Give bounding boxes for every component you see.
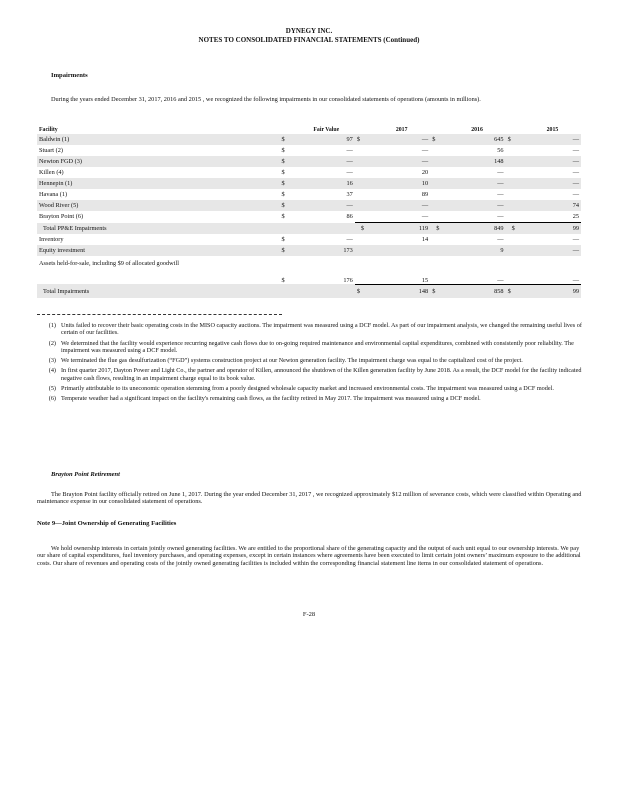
value-2016: — bbox=[497, 276, 504, 284]
fv-currency: $ bbox=[279, 200, 297, 211]
footnote-label: (1) bbox=[48, 322, 56, 329]
fv-currency: $ bbox=[279, 178, 297, 189]
row-facility: Wood River (5) bbox=[37, 200, 279, 211]
value-2015: 99 bbox=[524, 223, 581, 235]
value-2015: — bbox=[572, 147, 579, 154]
assets-hfs-label: Assets held-for-sale, including $9 of allocated goodwill bbox=[39, 260, 179, 267]
footnote-text: Primarily attributable to its uneconomic operation stemming from a poorly designed wholesale capacity market and increased environmental costs. The impairment was measured using a DCF model. bbox=[61, 385, 554, 393]
value-2017: — bbox=[373, 156, 430, 167]
col-2017: 2017 bbox=[395, 127, 408, 133]
value-2015: — bbox=[572, 276, 579, 284]
fair-value-cell: — bbox=[346, 147, 353, 154]
impairments-intro bbox=[37, 96, 583, 103]
brayton-paragraph bbox=[37, 491, 583, 506]
footnotes bbox=[37, 322, 583, 406]
value-2017: 119 bbox=[373, 223, 430, 235]
fv-currency: $ bbox=[281, 213, 285, 221]
footnote-label: (4) bbox=[48, 367, 56, 375]
impairments-table bbox=[37, 124, 581, 298]
footnote-text: We determined that the facility would experience recurring negative cash flows due to on-going required maintenance and environmental capital expenditures, combined with consistently poor reliability. The impairment was measured using a DCF model. bbox=[61, 339, 574, 354]
row-facility: Baldwin (1) bbox=[37, 134, 279, 145]
value-2017: 20 bbox=[421, 169, 429, 176]
row-facility: Hennepin (1) bbox=[37, 178, 279, 189]
note9-paragraph bbox=[37, 545, 583, 567]
fair-value-cell: 86 bbox=[346, 213, 353, 221]
table-row bbox=[37, 189, 581, 200]
equity-label: Equity investment bbox=[37, 245, 279, 256]
fv-currency: $ bbox=[281, 147, 285, 154]
footnote bbox=[37, 340, 583, 355]
row-facility: Havana (1) bbox=[39, 191, 68, 198]
currency-2017: $ bbox=[355, 284, 373, 298]
table-row bbox=[37, 178, 581, 189]
total-row bbox=[37, 284, 581, 298]
currency-2015: $ bbox=[506, 223, 524, 235]
value-2015: — bbox=[572, 169, 579, 176]
value-2016: — bbox=[497, 236, 504, 243]
note9-heading: Note 9—Joint Ownership of Generating Facilities bbox=[37, 520, 177, 527]
value-2016: — bbox=[497, 169, 504, 176]
value-2017: — bbox=[421, 213, 429, 220]
value-2015: — bbox=[572, 236, 579, 243]
col-facility: Facility bbox=[39, 127, 58, 133]
value-2016: — bbox=[449, 178, 506, 189]
page-title: NOTES TO CONSOLIDATED FINANCIAL STATEMENTS (Continued) bbox=[198, 36, 420, 44]
assets-hfs-row bbox=[37, 256, 581, 284]
table-row bbox=[37, 145, 581, 156]
value-2017: — bbox=[421, 147, 429, 154]
table-row bbox=[37, 211, 581, 223]
value-2016: 9 bbox=[449, 245, 506, 256]
value-2015: 99 bbox=[524, 284, 581, 298]
currency-2017: $ bbox=[355, 134, 373, 145]
fv-currency: $ bbox=[279, 134, 297, 145]
fair-value-cell: 37 bbox=[346, 191, 353, 198]
fair-value-cell: 16 bbox=[298, 178, 355, 189]
note9-text: We hold ownership interests in certain jointly owned generating facilities. We are entitled to the proportional share of the generating capacity and the output of each unit equal to our ownership interests. We pay our share of capital expenditures, fuel inventory purchases, and operating expenses, except in certain instances where agreements have been executed to limit certain joint owners’ maximum exposure to the additional costs. Our share of revenues and operating costs of the jointly owned generating facilities is included within the corresponding financial statement line items in our consolidated statement of operations. bbox=[37, 545, 581, 567]
value-2017: 148 bbox=[373, 284, 430, 298]
footnote-text: Units failed to recover their basic operating costs in the MISO capacity auctions. The impairment was measured using a DCF model. As part of our impairment analysis, we changed the remaining useful lives of certain of our facilities. bbox=[61, 322, 582, 337]
fv-currency: $ bbox=[281, 169, 285, 176]
footnote-label: (2) bbox=[48, 339, 56, 347]
page-number: F-28 bbox=[302, 611, 316, 618]
value-2016: — bbox=[449, 200, 506, 211]
equity-row bbox=[37, 245, 581, 256]
value-2016: 56 bbox=[497, 147, 504, 154]
currency-2016: $ bbox=[430, 134, 448, 145]
footnote-label: (6) bbox=[48, 395, 56, 403]
value-2017: — bbox=[373, 200, 430, 211]
brayton-text: The Brayton Point facility officially retired on June 1, 2017. During the year ended December 31, 2017 , we recognized approximately $12 million of severance costs, which were classified within Operating and maintenance expense in our consolidated statement of operations. bbox=[37, 491, 582, 506]
table-row bbox=[37, 167, 581, 178]
value-2015: 74 bbox=[524, 200, 581, 211]
total-ppe-row bbox=[37, 223, 581, 235]
value-2017: 89 bbox=[421, 191, 429, 198]
value-2015: — bbox=[524, 178, 581, 189]
footnote-text: In first quarter 2017, Dayton Power and Light Co., the partner and operator of Killen, announced the shutdown of the Killen generation facility by June 2018. As a result, the DCF model for the facility indicated negative cash flows, resulting in an impairment charge equal to its book value. bbox=[61, 367, 582, 382]
table-header-row bbox=[37, 124, 581, 134]
total-label: Total Impairments bbox=[37, 284, 279, 298]
footnote-label: (3) bbox=[48, 357, 56, 365]
value-2015: — bbox=[524, 156, 581, 167]
value-2015: — bbox=[524, 245, 581, 256]
fair-value-cell: — bbox=[298, 156, 355, 167]
value-2016: — bbox=[497, 213, 504, 220]
fair-value-cell: — bbox=[346, 169, 353, 176]
footnote bbox=[37, 395, 583, 402]
footnote-divider bbox=[37, 314, 282, 315]
fair-value-cell: 173 bbox=[298, 245, 355, 256]
row-facility: Newton FGD (3) bbox=[37, 156, 279, 167]
value-2016: 858 bbox=[449, 284, 506, 298]
table-row bbox=[37, 134, 581, 145]
value-2017: — bbox=[373, 134, 430, 145]
footnote-label: (5) bbox=[48, 385, 56, 393]
currency-2016: $ bbox=[430, 223, 448, 235]
value-2017 bbox=[373, 245, 430, 256]
fair-value-cell: 176 bbox=[343, 277, 353, 284]
footnote-text: We terminated the flue gas desulfurization (“FGD”) systems construction project at our Newton generation facility. The impairment charge was equal to the capitalized cost of the project. bbox=[61, 357, 523, 365]
value-2016: 645 bbox=[449, 134, 506, 145]
currency-2015: $ bbox=[506, 134, 524, 145]
inventory-row bbox=[37, 234, 581, 245]
brayton-heading: Brayton Point Retirement bbox=[51, 471, 120, 478]
fv-currency: $ bbox=[281, 191, 285, 198]
col-fair-value: Fair Value bbox=[313, 127, 340, 133]
fv-currency: $ bbox=[279, 245, 297, 256]
currency-2017: $ bbox=[355, 223, 373, 235]
fv-currency: $ bbox=[279, 156, 297, 167]
footnote bbox=[37, 367, 583, 382]
row-facility: Brayton Point (6) bbox=[39, 213, 84, 221]
footnote bbox=[37, 322, 583, 337]
company-name: DYNEGY INC. bbox=[285, 27, 333, 35]
col-2015: 2015 bbox=[546, 127, 559, 133]
fair-value-cell: — bbox=[346, 236, 353, 243]
impairments-intro-text: During the years ended December 31, 2017, 2016 and 2015 , we recognized the following impairments in our consolidated statements of operations (amounts in millions). bbox=[51, 96, 481, 103]
value-2016: 148 bbox=[449, 156, 506, 167]
footnote-text: Temperate weather had a significant impact on the facility's remaining cash flows, as the facility retired in May 2017. The impairment was measured using a DCF model. bbox=[61, 395, 481, 403]
value-2015: 25 bbox=[572, 213, 579, 220]
table-row bbox=[37, 156, 581, 167]
currency-2016: $ bbox=[430, 284, 448, 298]
fv-currency: $ bbox=[281, 277, 285, 284]
fv-currency: $ bbox=[281, 236, 285, 243]
fair-value-cell: — bbox=[298, 200, 355, 211]
footnote bbox=[37, 357, 583, 364]
value-2017: 10 bbox=[373, 178, 430, 189]
currency-2015: $ bbox=[506, 284, 524, 298]
inventory-label: Inventory bbox=[39, 236, 64, 243]
value-2015: — bbox=[524, 134, 581, 145]
impairments-heading: Impairments bbox=[51, 72, 88, 79]
value-2016: — bbox=[497, 191, 504, 198]
row-facility: Killen (4) bbox=[39, 169, 64, 176]
table-row bbox=[37, 200, 581, 211]
col-2016: 2016 bbox=[471, 127, 483, 133]
value-2017: 15 bbox=[421, 276, 429, 284]
total-ppe-label: Total PP&E Impairments bbox=[37, 223, 279, 235]
footnote bbox=[37, 385, 583, 392]
value-2015: — bbox=[572, 191, 579, 198]
value-2017: 14 bbox=[421, 236, 429, 243]
row-facility: Stuart (2) bbox=[39, 147, 63, 154]
value-2016: 849 bbox=[449, 223, 506, 235]
fair-value-cell: 97 bbox=[298, 134, 355, 145]
